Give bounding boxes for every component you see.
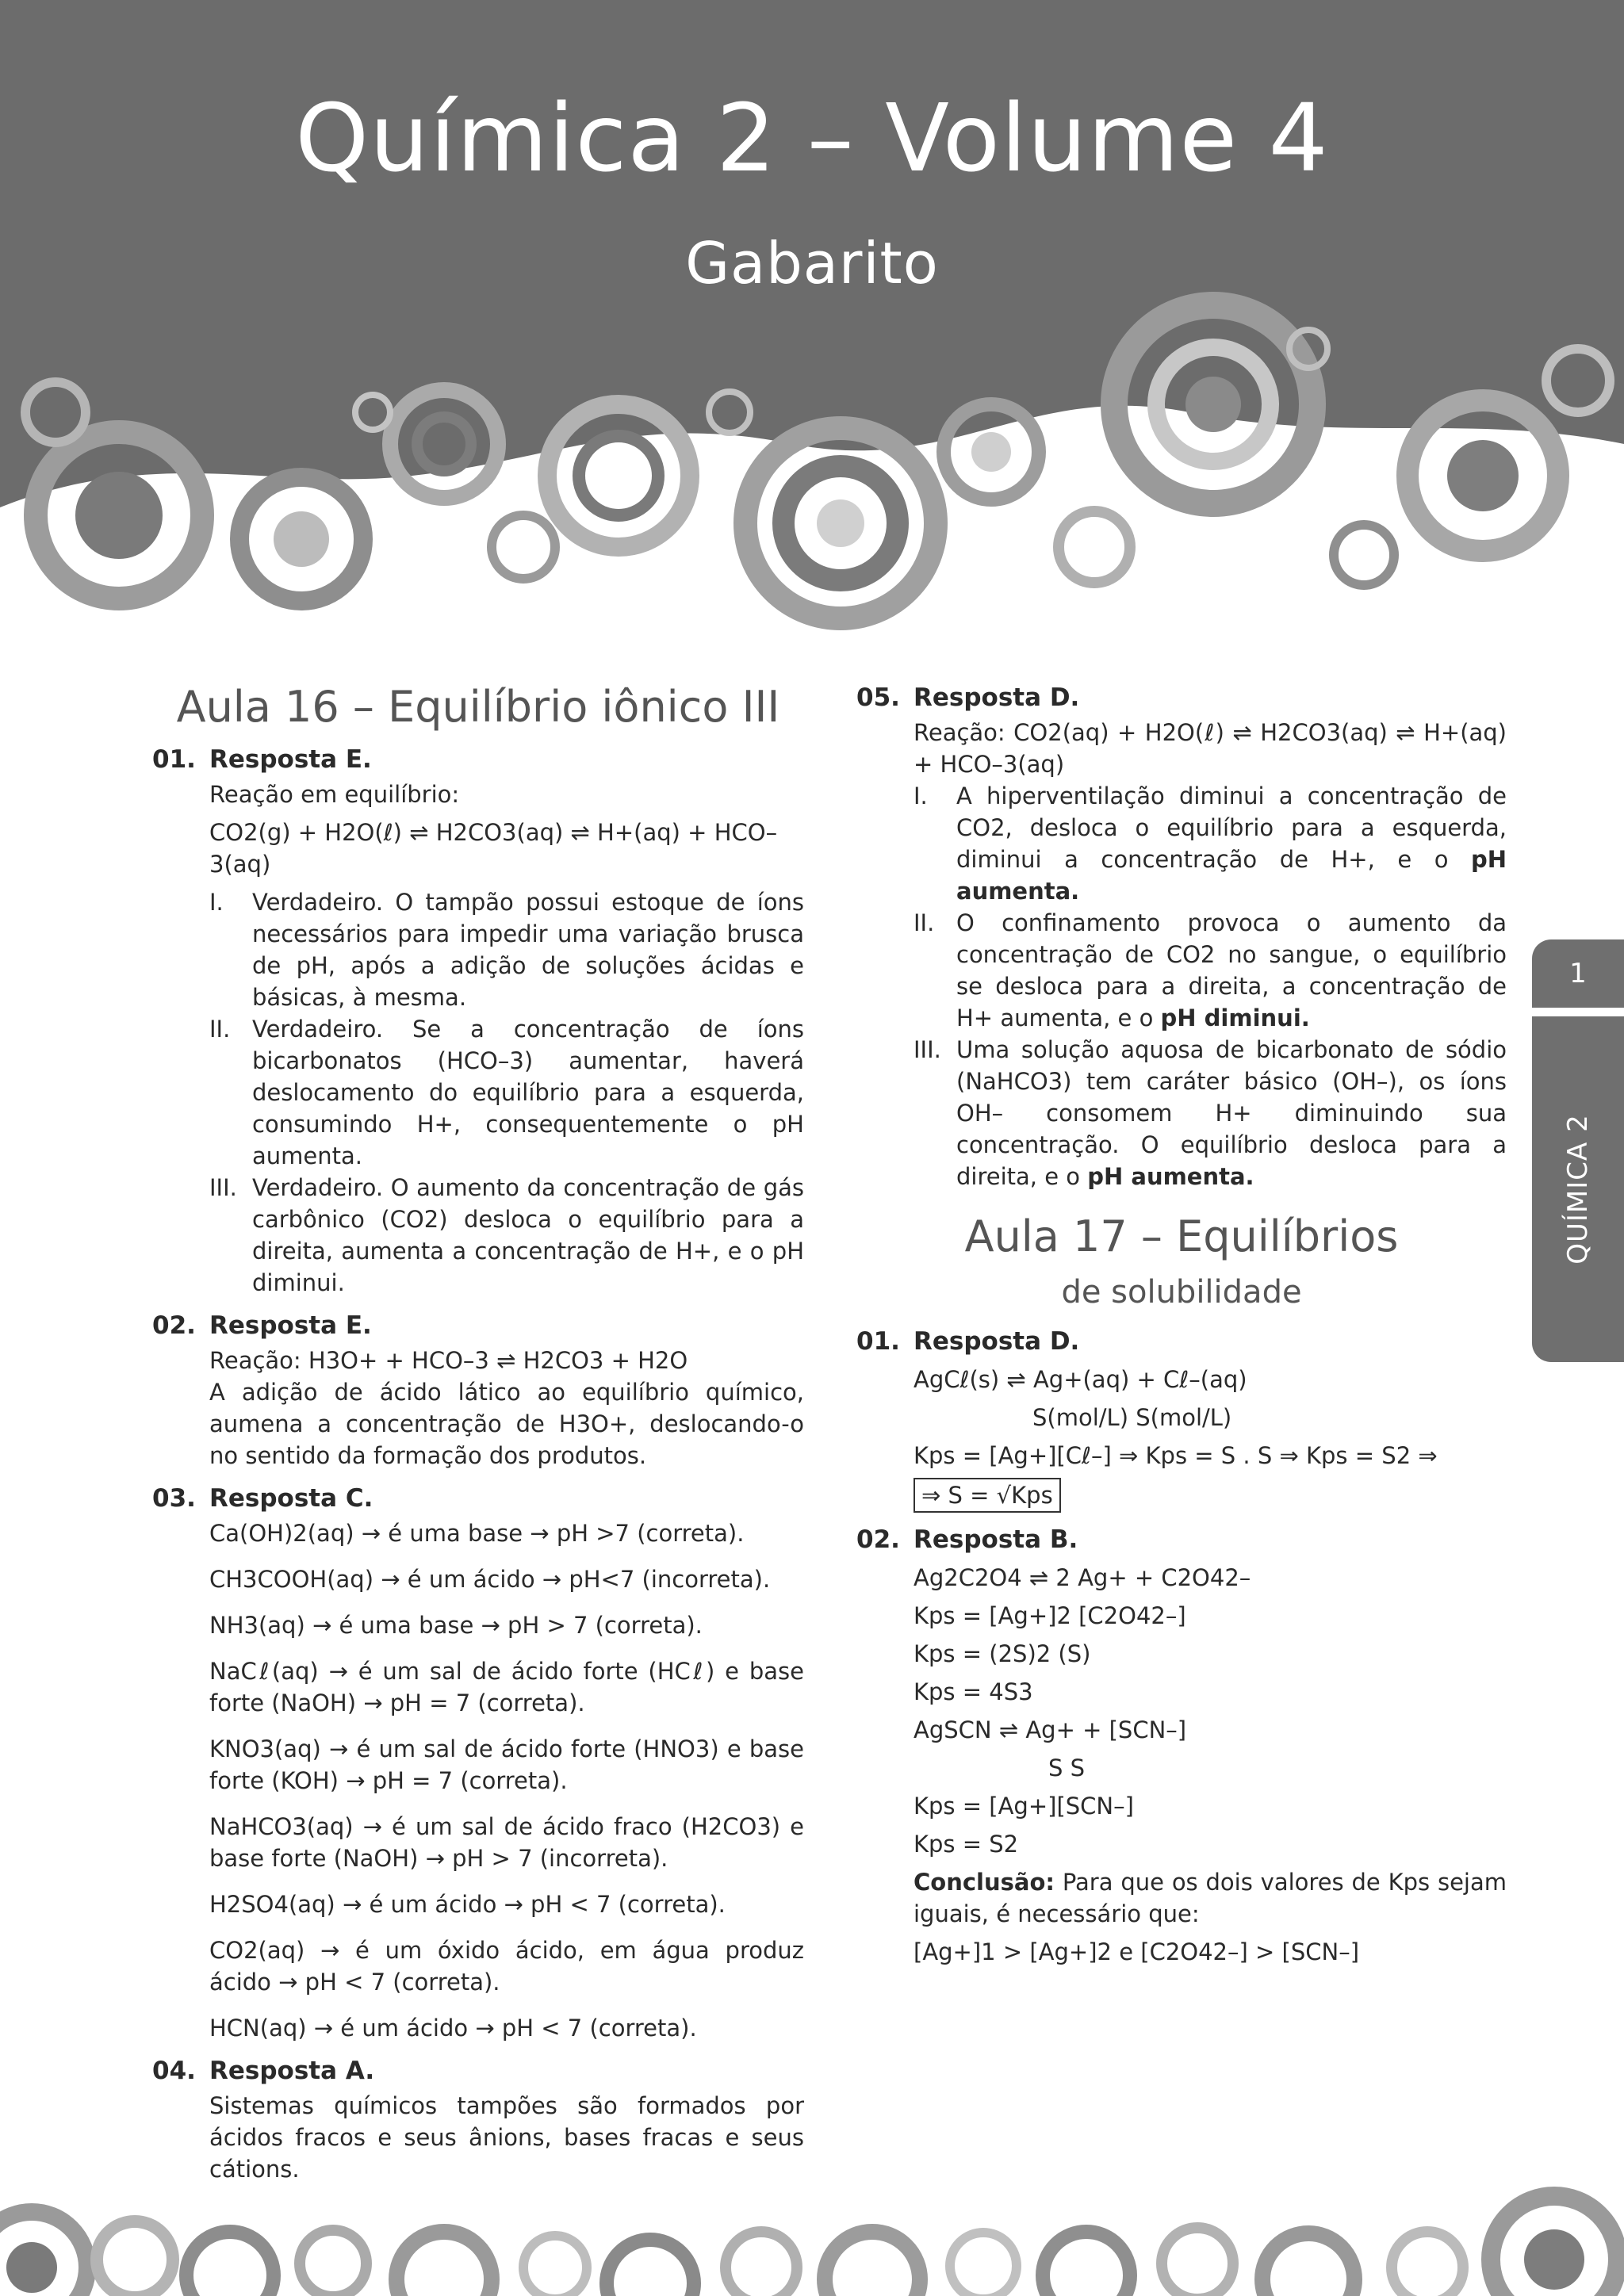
equation: AgSCN ⇌ Ag+ + [SCN–] <box>914 1716 1187 1743</box>
equation-labels: S S <box>1048 1755 1086 1781</box>
question-header: 01. Resposta D. <box>856 1327 1080 1356</box>
question-header: 03. Resposta C. <box>152 1484 373 1513</box>
final-relation: [Ag+]1 > [Ag+]2 e [C2O42–] > [SCN–] <box>914 1938 1360 1965</box>
question-01-aula17 <box>856 1326 1507 1513</box>
equation: Kps = (2S)2 (S) <box>914 1640 1091 1667</box>
list-item: I. A hiperventilação diminui a concentração de CO2, desloca o equilíbrio para a esquerda, diminui a concentração de H+, e o pH aumenta. <box>914 783 1507 905</box>
right-column <box>856 682 1507 1974</box>
question-header: 05. Resposta D. <box>856 683 1080 712</box>
list-item: CH3COOH(aq) → é um ácido → pH<7 (incorreta). <box>209 1566 771 1593</box>
question-02-aula17 <box>856 1524 1507 1968</box>
equation: Kps = [Ag+][SCN–] <box>914 1793 1134 1820</box>
equation: Ag2C2O4 ⇌ 2 Ag+ + C2O42– <box>914 1564 1251 1591</box>
question-intro: Reação em equilíbrio: <box>209 781 460 808</box>
list-item: II. O confinamento provoca o aumento da concentração de CO2 no sangue, o equilíbrio se desloca para a direita, a concentração de H+ aumenta, e o pH diminui. <box>914 909 1507 1031</box>
page-subtitle: Gabarito <box>685 230 939 297</box>
equation-labels: S(mol/L) S(mol/L) <box>1032 1404 1232 1431</box>
equation: Kps = [Ag+][Cℓ–] ⇒ Kps = S . S ⇒ Kps = S2 ⇒ <box>914 1442 1438 1469</box>
question-03-aula16 <box>152 1483 804 2044</box>
equation: CO2(g) + H2O(ℓ) ⇌ H2CO3(aq) ⇌ H+(aq) + HCO–3(aq) <box>209 819 778 878</box>
header-banner <box>0 0 1624 634</box>
equation: Kps = [Ag+]2 [C2O42–] <box>914 1602 1186 1629</box>
left-column <box>152 682 804 2185</box>
question-02-aula16 <box>152 1310 804 1471</box>
page-number-tab <box>1532 939 1624 1008</box>
equation: AgCℓ(s) ⇌ Ag+(aq) + Cℓ–(aq) <box>914 1366 1247 1393</box>
list-item: I. Verdadeiro. O tampão possui estoque de íons necessários para impedir uma variação brusca de pH, após a adição de soluções ácidas e básicas, à mesma. <box>209 889 804 1011</box>
question-header: 04. Resposta A. <box>152 2057 375 2085</box>
list-item: NaHCO3(aq) → é um sal de ácido fraco (H2CO3) e base forte (NaOH) → pH > 7 (incorreta). <box>209 1813 804 1872</box>
list-item: HCN(aq) → é um ácido → pH < 7 (correta). <box>209 2015 697 2042</box>
list-item: III. Uma solução aquosa de bicarbonato de sódio (NaHCO3) tem caráter básico (OH–), os íons OH– consomem H+ diminuindo sua concentração. O equilíbrio desloca para a direita, e o pH aumenta. <box>914 1036 1507 1190</box>
question-header: 02. Resposta B. <box>856 1525 1078 1554</box>
section-title-aula16: Aula 16 – Equilíbrio iônico III <box>176 682 780 732</box>
question-05-aula16 <box>856 682 1507 1192</box>
reaction: Reação: H3O+ + HCO–3 ⇌ H2CO3 + H2O <box>209 1347 688 1374</box>
list-item: II. Verdadeiro. Se a concentração de íons bicarbonatos (HCO–3) aumentar, haverá deslocamento do equilíbrio para a esquerda, consumindo H+, consequentemente o pH aumenta. <box>209 1016 804 1169</box>
footer-decoration <box>0 2172 1624 2296</box>
question-01-aula16 <box>152 744 804 1299</box>
question-header: 02. Resposta E. <box>152 1311 372 1340</box>
list-item: NaCℓ(aq) → é um sal de ácido forte (HCℓ) e base forte (NaOH) → pH = 7 (correta). <box>209 1658 804 1716</box>
list-item: Ca(OH)2(aq) → é uma base → pH >7 (correta). <box>209 1520 745 1547</box>
list-item: H2SO4(aq) → é um ácido → pH < 7 (correta). <box>209 1891 726 1918</box>
boxed-result: ⇒ S = √Kps <box>914 1478 1061 1513</box>
equation: Kps = 4S3 <box>914 1678 1033 1705</box>
list-item: KNO3(aq) → é um sal de ácido forte (HNO3) e base forte (KOH) → pH = 7 (correta). <box>209 1735 804 1794</box>
list-item: III. Verdadeiro. O aumento da concentração de gás carbônico (CO2) desloca o equilíbrio para a direita, aumenta a concentração de H+, e o pH diminui. <box>209 1174 804 1296</box>
conclusion: Conclusão: Para que os dois valores de Kps sejam iguais, é necessário que: <box>914 1869 1507 1927</box>
decorative-circles-footer <box>0 2172 1624 2296</box>
equation: Kps = S2 <box>914 1831 1019 1858</box>
subject-tab-label: QUÍMICA 2 <box>1562 1114 1594 1265</box>
answer-text: A adição de ácido lático ao equilíbrio químico, aumena a concentração de H3O+, deslocando-o no sentido da formação dos produtos. <box>209 1379 804 1469</box>
list-item: CO2(aq) → é um óxido ácido, em água produz ácido → pH < 7 (correta). <box>209 1937 804 1996</box>
answer-text: Sistemas químicos tampões são formados por ácidos fracos e seus ânions, bases fracas e seus cátions. <box>209 2092 804 2183</box>
question-04-aula16 <box>152 2055 804 2185</box>
reaction: Reação: CO2(aq) + H2O(ℓ) ⇌ H2CO3(aq) ⇌ H+(aq) + HCO–3(aq) <box>914 719 1507 778</box>
question-header: 01. Resposta E. <box>152 745 372 774</box>
page-number: 1 <box>1569 958 1587 989</box>
section-subtitle: de solubilidade <box>1061 1274 1302 1311</box>
section-title-aula17: Aula 17 – Equilíbrios de solubilidade <box>856 1211 1507 1314</box>
list-item: NH3(aq) → é uma base → pH > 7 (correta). <box>209 1612 703 1639</box>
page-title: Química 2 – Volume 4 <box>295 83 1329 193</box>
